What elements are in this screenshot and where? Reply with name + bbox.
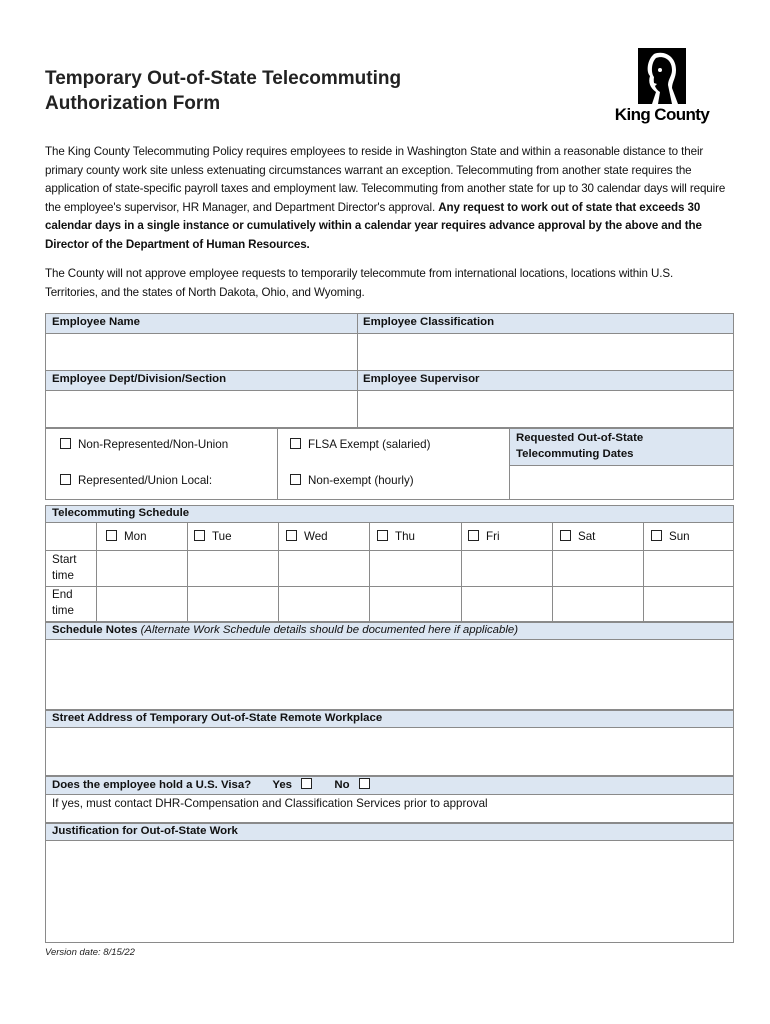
non-represented-checkbox[interactable] (60, 438, 71, 449)
non-represented-option[interactable] (60, 438, 228, 451)
logo-text: King County (614, 105, 710, 124)
day-tue[interactable] (194, 530, 232, 543)
employee-name-field[interactable] (47, 335, 355, 369)
mon-checkbox[interactable] (106, 530, 117, 541)
sat-label: Sat (578, 530, 596, 543)
visa-yes-label: Yes (272, 779, 292, 791)
flsa-exempt-label: FLSA Exempt (salaried) (308, 438, 431, 451)
justification-field[interactable] (47, 842, 732, 941)
intro-paragraph-1 (45, 143, 727, 255)
start-time-label-line2: time (52, 569, 74, 582)
requested-dates-label-line1: Requested Out-of-State (516, 432, 644, 444)
end-time-label-line2: time (52, 604, 74, 617)
employee-supervisor-field[interactable] (359, 392, 732, 426)
day-sat[interactable] (560, 530, 595, 543)
sun-checkbox[interactable] (651, 530, 662, 541)
flsa-exempt-checkbox[interactable] (290, 438, 301, 449)
sat-checkbox[interactable] (560, 530, 571, 541)
intro-p1-text: The King County Telecommuting Policy requires employees to reside in Washington State and within a reasonable distance to their primary county work site unless extenuating circumstances warrant an exception. Telecommuting from another state requires the application of state-specific payroll taxes and employment law. Telecommuting from another state for up to 30 calendar days will require the employee's supervisor, HR Manager, and Department Director's approval. (45, 145, 726, 214)
thu-label: Thu (395, 530, 415, 543)
employee-dept-label: Employee Dept/Division/Section (46, 371, 357, 391)
start-time-label-line1: Start (52, 553, 77, 566)
non-exempt-option[interactable] (290, 474, 414, 487)
form-title-line1: Temporary Out-of-State Telecommuting (45, 68, 402, 89)
tue-checkbox[interactable] (194, 530, 205, 541)
end-time-label (52, 587, 74, 619)
wed-label: Wed (304, 530, 328, 543)
visa-no-label: No (334, 779, 350, 791)
flsa-exempt-option[interactable] (290, 438, 430, 451)
intro-p1-bold: Any request to work out of state that exceeds 30 calendar days in a single instance or cumulatively within a calendar year requires advance approval by the above and the Director of the Department of Human Resources. (45, 200, 702, 251)
version-date: Version date: 8/15/22 (45, 947, 135, 958)
wed-checkbox[interactable] (286, 530, 297, 541)
king-county-portrait-logo-icon (638, 48, 686, 104)
visa-no-checkbox[interactable] (359, 778, 370, 789)
visa-header (46, 777, 733, 795)
day-wed[interactable] (286, 530, 328, 543)
employee-name-label: Employee Name (46, 314, 357, 334)
form-title (45, 66, 401, 116)
day-fri[interactable] (468, 530, 500, 543)
thu-checkbox[interactable] (377, 530, 388, 541)
mon-label: Mon (124, 530, 147, 543)
visa-note: If yes, must contact DHR-Compensation and Classification Services prior to approval (52, 797, 488, 810)
fri-label: Fri (486, 530, 500, 543)
requested-dates-field[interactable] (511, 467, 732, 499)
visa-question: Does the employee hold a U.S. Visa? (52, 779, 252, 791)
represented-option[interactable] (60, 474, 212, 487)
address-label: Street Address of Temporary Out-of-State Remote Workplace (46, 711, 733, 728)
sun-label: Sun (669, 530, 690, 543)
form-title-line2: Authorization Form (45, 93, 221, 114)
represented-label: Represented/Union Local: (78, 474, 213, 487)
justification-label: Justification for Out-of-State Work (46, 824, 733, 841)
intro-paragraph-2: The County will not approve employee requests to temporarily telecommute from international locations, locations within U.S. Territories, and the states of North Dakota, Ohio, and Wyoming. (45, 267, 674, 299)
schedule-notes-header (46, 623, 733, 640)
requested-dates-label-line2: Telecommuting Dates (516, 448, 634, 460)
represented-checkbox[interactable] (60, 474, 71, 485)
start-time-label (52, 552, 76, 584)
employee-classification-label: Employee Classification (357, 314, 733, 334)
visa-yes-checkbox[interactable] (301, 778, 312, 789)
day-sun[interactable] (651, 530, 690, 543)
schedule-notes-field[interactable] (47, 641, 732, 708)
non-exempt-label: Non-exempt (hourly) (308, 474, 414, 487)
day-mon[interactable] (106, 530, 147, 543)
schedule-notes-hint: (Alternate Work Schedule details should be documented here if applicable) (140, 624, 519, 636)
address-field[interactable] (47, 729, 732, 774)
tue-label: Tue (212, 530, 232, 543)
king-county-logo (606, 48, 718, 128)
employee-classification-field[interactable] (359, 335, 732, 369)
end-time-label-line1: End (52, 588, 73, 601)
schedule-header: Telecommuting Schedule (46, 506, 733, 523)
employee-supervisor-label: Employee Supervisor (357, 371, 733, 391)
schedule-notes-label: Schedule Notes (52, 624, 138, 636)
day-thu[interactable] (377, 530, 415, 543)
employee-dept-field[interactable] (47, 392, 355, 426)
non-exempt-checkbox[interactable] (290, 474, 301, 485)
non-represented-label: Non-Represented/Non-Union (78, 438, 229, 451)
requested-dates-label (510, 429, 733, 466)
fri-checkbox[interactable] (468, 530, 479, 541)
